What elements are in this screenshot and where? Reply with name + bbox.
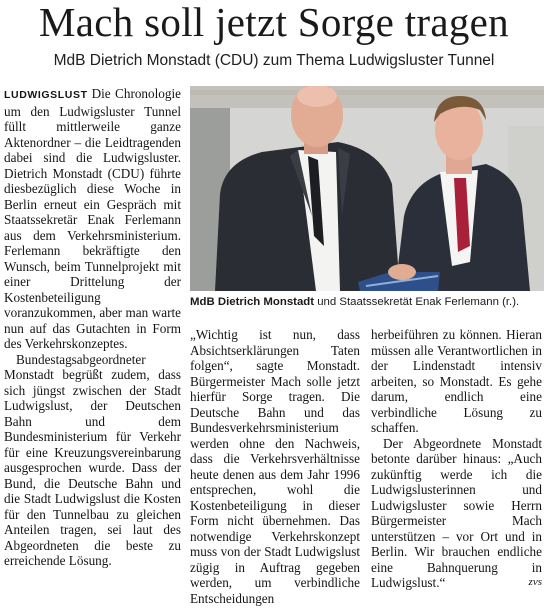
paragraph: herbeiführen zu können. Hieran müssen alle Verantwortlichen in der Lindenstadt intensiv arbeiten, so Monstadt. Es gehe darum, endlich eine verbindliche Lösung zu schaffen. [371, 327, 542, 435]
article-column-3 [371, 327, 542, 591]
article-photo [190, 86, 544, 291]
subheadline: MdB Dietrich Monstadt (CDU) zum Thema Ludwigsluster Tunnel [53, 52, 495, 69]
paragraph: Bundestagsabgeordneter Monstadt begrüßt zudem, dass sich jüngst zwischen der Stadt Ludwigslust, der Deutschen Bahn und dem Bundesministerium für Verkehr für eine Kreuzungsvereinbarung ausgesprochen wurde. Dass der Bund, die Deutsche Bahn und die Stadt Ludwigslust die Kosten für den Tunnelbau zu gleichen Anteilen tragen, sei laut des Abgeordneten die beste zu erreichende Lösung. [4, 351, 181, 568]
caption-bold: MdB Dietrich Monstadt [190, 296, 315, 308]
caption-text: und Staatssekretät Enak Ferlemann (r.). [314, 296, 520, 308]
paragraph-text: Der Abgeordnete Monstadt betonte darüber hinaus: „Auch zukünftig werde ich die Ludwigslusterinnen und Ludwigsluster sowie Herrn Bürgermeister Mach unterstützen – vor Ort und in Berlin. Wir brauchen endliche eine Bahnquerung in Ludwigslust.“ [371, 435, 542, 590]
paragraph [4, 86, 181, 352]
paragraph-text: Die Chronologie um den Ludwigsluster Tunnel füllt mittlerweile ganze Aktenordner – die Leidtragenden dabei sind die Ludwigsluster. Dietrich Monstadt (CDU) führte diesbezüglich diese Woche in Berlin erneut ein Gespräch mit Staatssekretär Enak Ferlemann aus dem Verkehrsministerium. Ferlemann bekräftigte den Wunsch, beim Tunnelprojekt mit einer Drittelung der Kostenbeteiligung voranzukommen, aber man warte nun auf das Gutachten in Form des Verkehrskonzeptes. [4, 86, 181, 351]
photo-caption [190, 295, 544, 309]
author-signature: zvs [528, 576, 542, 588]
paragraph [371, 436, 542, 591]
headline: Mach soll jetzt Sorge tragen [39, 0, 509, 45]
paragraph: „Wichtig ist nun, dass Absichtserklärungen Taten folgen“, sagte Monstadt. Bürgermeister Mach solle jetzt hierfür Sorge tragen. Die Deutsche Bahn und das Bundesverkehrsministerium werden ohne den Nachweis, dass die Verkehrsverhältnisse heute denen aus dem Jahr 1996 entsprechen, wohl die Kostenbeteiligung in dieser Form nicht übernehmen. Das notwendige Verkehrskonzept muss von der Stadt Ludwigslust zügig in Auftrag gegeben werden, um verbindliche Entscheidungen [190, 327, 360, 606]
dateline: LUDWIGSLUST [4, 89, 88, 101]
article-column-2 [190, 327, 360, 606]
photo-illustration [190, 86, 544, 291]
article-column-1 [4, 86, 181, 569]
